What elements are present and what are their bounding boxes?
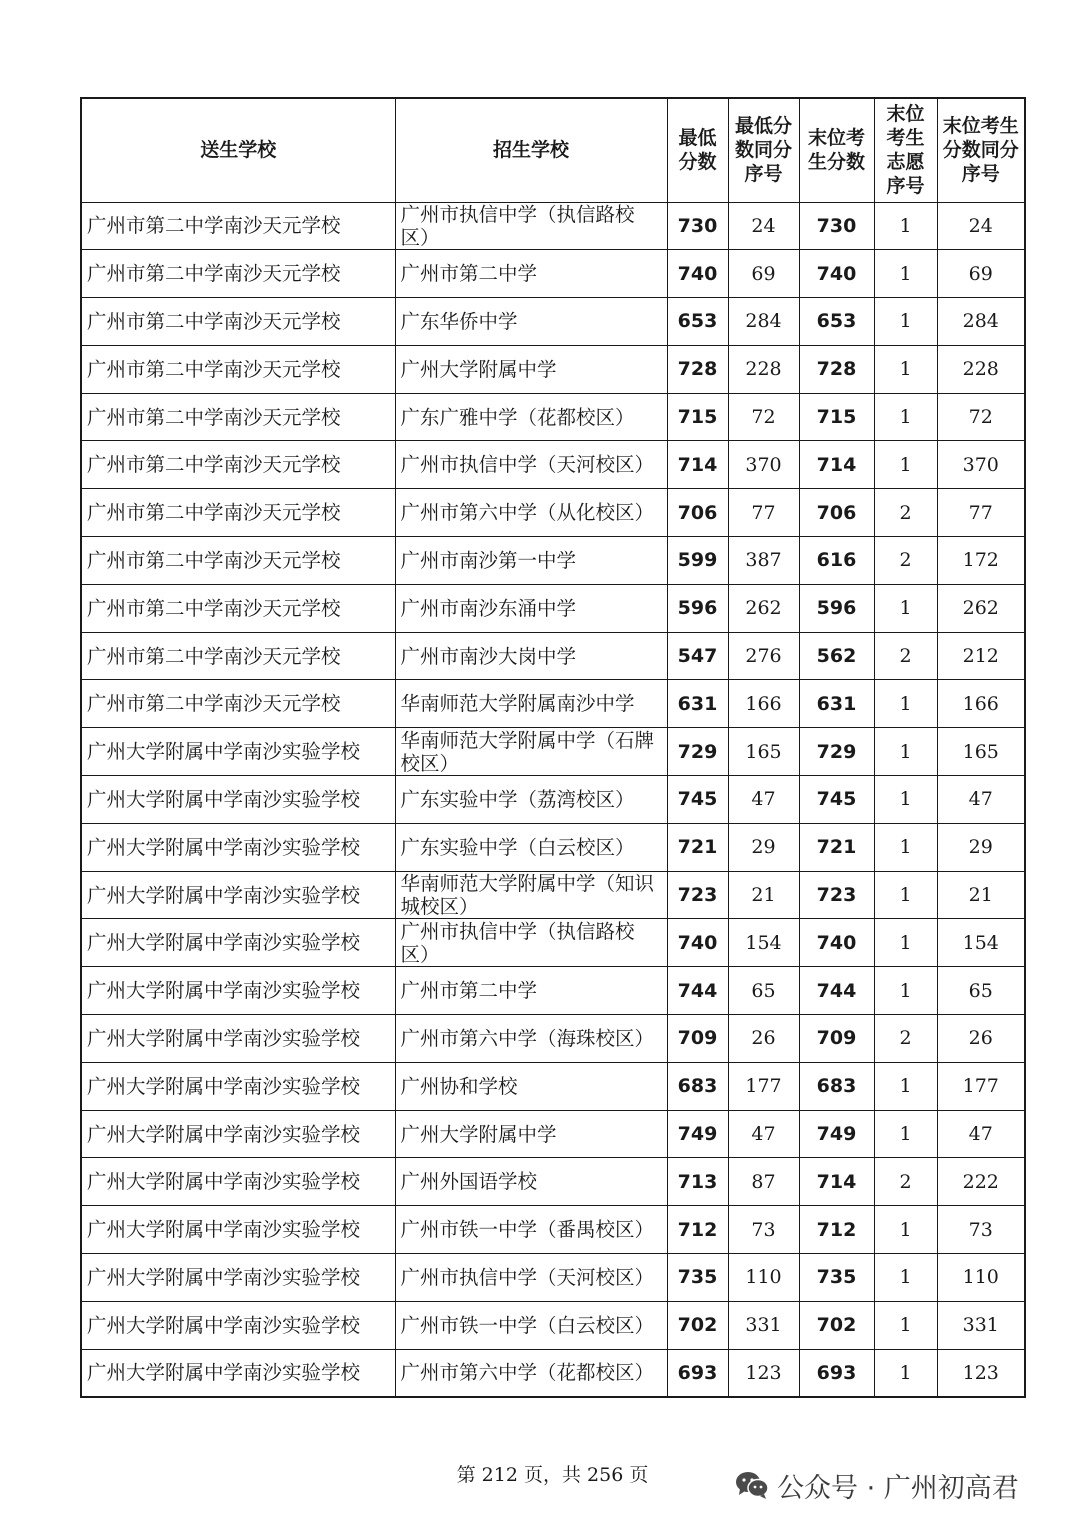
recruit-school-cell (395, 441, 667, 489)
recruit-school-line: 广州市第六中学（从化校区） (400, 501, 655, 525)
last-same-rank-cell: 228 (937, 345, 1025, 393)
recruit-school-cell (395, 1062, 667, 1110)
recruit-school-cell (395, 1015, 667, 1063)
min-score-cell: 745 (667, 776, 728, 824)
last-score-cell: 702 (799, 1301, 874, 1349)
last-same-rank-cell: 69 (937, 250, 1025, 298)
min-same-rank-cell: 87 (728, 1158, 799, 1206)
min-score-cell: 740 (667, 250, 728, 298)
send-school-cell: 广州大学附属中学南沙实验学校 (81, 1206, 395, 1254)
send-school-cell: 广州大学附属中学南沙实验学校 (81, 1301, 395, 1349)
last-pref-cell: 1 (874, 919, 937, 967)
header-last-pref (874, 98, 937, 202)
recruit-school-cell (395, 823, 667, 871)
min-score-cell: 712 (667, 1206, 728, 1254)
recruit-school-line: 广州市铁一中学（白云校区） (400, 1313, 655, 1337)
min-score-cell: 547 (667, 632, 728, 680)
min-same-rank-cell: 123 (728, 1349, 799, 1397)
min-score-cell: 706 (667, 489, 728, 537)
last-pref-cell: 1 (874, 1062, 937, 1110)
last-score-cell: 706 (799, 489, 874, 537)
table-row (81, 632, 1025, 680)
recruit-school-cell (395, 1301, 667, 1349)
min-same-rank-cell: 228 (728, 345, 799, 393)
send-school-cell: 广州市第二中学南沙天元学校 (81, 632, 395, 680)
last-pref-cell: 1 (874, 1206, 937, 1254)
send-school-cell: 广州大学附属中学南沙实验学校 (81, 1062, 395, 1110)
last-score-cell: 749 (799, 1110, 874, 1158)
min-same-rank-cell: 77 (728, 489, 799, 537)
min-score-cell: 715 (667, 393, 728, 441)
recruit-school-line: 校区） (400, 751, 460, 775)
send-school-cell: 广州市第二中学南沙天元学校 (81, 250, 395, 298)
recruit-school-line: 广州市第六中学（海珠校区） (400, 1026, 655, 1050)
min-score-cell: 744 (667, 967, 728, 1015)
recruit-school-line: 广州市南沙东涌中学 (400, 596, 577, 620)
last-pref-cell: 1 (874, 823, 937, 871)
recruit-school-line: 广州市执信中学（天河校区） (400, 1265, 655, 1289)
send-school-cell: 广州大学附属中学南沙实验学校 (81, 728, 395, 776)
last-score-cell: 714 (799, 1158, 874, 1206)
min-same-rank-cell: 26 (728, 1015, 799, 1063)
last-same-rank-cell: 47 (937, 1110, 1025, 1158)
min-same-rank-cell: 110 (728, 1254, 799, 1302)
send-school-cell: 广州大学附属中学南沙实验学校 (81, 1015, 395, 1063)
recruit-school-line: 广州协和学校 (400, 1074, 518, 1098)
recruit-school-line: 广州市执信中学（天河校区） (400, 453, 655, 477)
table-row (81, 919, 1025, 967)
last-pref-cell: 1 (874, 871, 937, 919)
recruit-school-cell (395, 919, 667, 967)
table-row (81, 1254, 1025, 1302)
send-school-cell: 广州市第二中学南沙天元学校 (81, 202, 395, 250)
last-same-rank-cell: 262 (937, 584, 1025, 632)
min-score-cell: 709 (667, 1015, 728, 1063)
recruit-school-cell (395, 250, 667, 298)
min-score-cell: 683 (667, 1062, 728, 1110)
last-score-cell: 721 (799, 823, 874, 871)
watermark-text: 公众号 · 广州初高君 (777, 1472, 1019, 1504)
send-school-cell: 广州大学附属中学南沙实验学校 (81, 871, 395, 919)
last-pref-cell: 1 (874, 1110, 937, 1158)
min-same-rank-cell: 21 (728, 871, 799, 919)
recruit-school-line: 广州市南沙第一中学 (400, 548, 577, 572)
recruit-school-line: 广州大学附属中学 (400, 357, 557, 381)
last-pref-cell: 1 (874, 728, 937, 776)
min-same-rank-cell: 284 (728, 298, 799, 346)
recruit-school-cell (395, 680, 667, 728)
send-school-cell: 广州市第二中学南沙天元学校 (81, 441, 395, 489)
header-line: 序号 (744, 163, 783, 186)
last-score-cell: 693 (799, 1349, 874, 1397)
send-school-cell: 广州市第二中学南沙天元学校 (81, 680, 395, 728)
min-same-rank-cell: 154 (728, 919, 799, 967)
last-pref-cell: 1 (874, 393, 937, 441)
min-score-cell: 693 (667, 1349, 728, 1397)
send-school-cell: 广州大学附属中学南沙实验学校 (81, 823, 395, 871)
table-header-row (81, 98, 1025, 202)
table-row (81, 298, 1025, 346)
header-line: 序号 (886, 175, 925, 198)
table-row (81, 967, 1025, 1015)
table-row (81, 489, 1025, 537)
min-same-rank-cell: 65 (728, 967, 799, 1015)
header-line: 分数同分 (942, 139, 1019, 162)
recruit-school-line: 广州外国语学校 (400, 1170, 538, 1194)
last-score-cell: 653 (799, 298, 874, 346)
last-same-rank-cell: 222 (937, 1158, 1025, 1206)
header-line: 考生 (886, 127, 925, 150)
last-same-rank-cell: 21 (937, 871, 1025, 919)
last-score-cell: 729 (799, 728, 874, 776)
recruit-school-cell (395, 1206, 667, 1254)
table-row (81, 1015, 1025, 1063)
table-row (81, 1206, 1025, 1254)
table-row (81, 680, 1025, 728)
table-row (81, 728, 1025, 776)
recruit-school-cell (395, 967, 667, 1015)
recruit-school-cell (395, 1158, 667, 1206)
table-row (81, 393, 1025, 441)
last-score-cell: 596 (799, 584, 874, 632)
table-row (81, 776, 1025, 824)
min-same-rank-cell: 387 (728, 537, 799, 585)
min-score-cell: 702 (667, 1301, 728, 1349)
recruit-school-line: 城校区） (400, 895, 479, 919)
last-score-cell: 735 (799, 1254, 874, 1302)
last-score-cell: 745 (799, 776, 874, 824)
last-same-rank-cell: 172 (937, 537, 1025, 585)
table-row (81, 1301, 1025, 1349)
min-score-cell: 714 (667, 441, 728, 489)
last-same-rank-cell: 24 (937, 202, 1025, 250)
min-same-rank-cell: 370 (728, 441, 799, 489)
min-same-rank-cell: 276 (728, 632, 799, 680)
last-score-cell: 712 (799, 1206, 874, 1254)
min-score-cell: 723 (667, 871, 728, 919)
min-score-cell: 735 (667, 1254, 728, 1302)
last-same-rank-cell: 29 (937, 823, 1025, 871)
last-same-rank-cell: 26 (937, 1015, 1025, 1063)
send-school-cell: 广州大学附属中学南沙实验学校 (81, 967, 395, 1015)
header-recruit-school: 招生学校 (395, 98, 667, 202)
min-score-cell: 653 (667, 298, 728, 346)
recruit-school-cell (395, 1254, 667, 1302)
min-score-cell: 713 (667, 1158, 728, 1206)
recruit-school-line: 广东实验中学（白云校区） (400, 835, 635, 859)
table-row (81, 871, 1025, 919)
min-score-cell: 740 (667, 919, 728, 967)
min-score-cell: 749 (667, 1110, 728, 1158)
last-score-cell: 714 (799, 441, 874, 489)
header-line: 最低 (678, 127, 717, 150)
last-pref-cell: 1 (874, 1254, 937, 1302)
last-pref-cell: 1 (874, 441, 937, 489)
min-same-rank-cell: 331 (728, 1301, 799, 1349)
recruit-school-line: 华南师范大学附属中学（石牌 (400, 728, 655, 752)
last-same-rank-cell: 123 (937, 1349, 1025, 1397)
header-last-score (799, 98, 874, 202)
header-send-school: 送生学校 (81, 98, 395, 202)
recruit-school-line: 广州市执信中学（执信路校 (400, 919, 635, 943)
min-same-rank-cell: 165 (728, 728, 799, 776)
min-score-cell: 596 (667, 584, 728, 632)
header-line: 末位考 (807, 127, 865, 150)
header-line: 最低分 (734, 115, 792, 138)
header-line: 末位 (886, 103, 925, 126)
recruit-school-line: 广州市执信中学（执信路校 (400, 202, 635, 226)
last-same-rank-cell: 165 (937, 728, 1025, 776)
min-score-cell: 599 (667, 537, 728, 585)
send-school-cell: 广州市第二中学南沙天元学校 (81, 584, 395, 632)
last-score-cell: 744 (799, 967, 874, 1015)
send-school-cell: 广州大学附属中学南沙实验学校 (81, 919, 395, 967)
last-pref-cell: 1 (874, 298, 937, 346)
recruit-school-cell (395, 393, 667, 441)
recruit-school-line: 广东广雅中学（花都校区） (400, 405, 635, 429)
header-line: 志愿 (886, 151, 925, 174)
last-pref-cell: 2 (874, 489, 937, 537)
min-same-rank-cell: 177 (728, 1062, 799, 1110)
last-pref-cell: 1 (874, 202, 937, 250)
last-pref-cell: 1 (874, 967, 937, 1015)
send-school-cell: 广州市第二中学南沙天元学校 (81, 537, 395, 585)
table-row (81, 345, 1025, 393)
last-same-rank-cell: 72 (937, 393, 1025, 441)
recruit-school-cell (395, 871, 667, 919)
table-row (81, 1062, 1025, 1110)
table-row (81, 584, 1025, 632)
recruit-school-line: 广东实验中学（荔湾校区） (400, 787, 635, 811)
table-row (81, 1349, 1025, 1397)
min-score-cell: 631 (667, 680, 728, 728)
min-same-rank-cell: 73 (728, 1206, 799, 1254)
min-same-rank-cell: 166 (728, 680, 799, 728)
send-school-cell: 广州大学附属中学南沙实验学校 (81, 1110, 395, 1158)
min-same-rank-cell: 72 (728, 393, 799, 441)
recruit-school-line: 广州市第六中学（花都校区） (400, 1361, 655, 1385)
last-same-rank-cell: 212 (937, 632, 1025, 680)
last-same-rank-cell: 110 (937, 1254, 1025, 1302)
send-school-cell: 广州大学附属中学南沙实验学校 (81, 1254, 395, 1302)
recruit-school-cell (395, 632, 667, 680)
table-row (81, 202, 1025, 250)
last-score-cell: 631 (799, 680, 874, 728)
last-pref-cell: 1 (874, 584, 937, 632)
last-same-rank-cell: 331 (937, 1301, 1025, 1349)
last-score-cell: 562 (799, 632, 874, 680)
table-row (81, 1158, 1025, 1206)
recruit-school-line: 广州市第二中学 (400, 979, 538, 1003)
watermark (735, 1460, 1019, 1510)
last-score-cell: 728 (799, 345, 874, 393)
header-line: 数同分 (734, 139, 792, 162)
last-pref-cell: 1 (874, 1349, 937, 1397)
min-score-cell: 730 (667, 202, 728, 250)
last-same-rank-cell: 177 (937, 1062, 1025, 1110)
last-same-rank-cell: 77 (937, 489, 1025, 537)
min-same-rank-cell: 47 (728, 1110, 799, 1158)
header-min-score (667, 98, 728, 202)
last-pref-cell: 1 (874, 680, 937, 728)
recruit-school-line: 华南师范大学附属南沙中学 (400, 692, 635, 716)
last-pref-cell: 2 (874, 537, 937, 585)
min-same-rank-cell: 69 (728, 250, 799, 298)
send-school-cell: 广州大学附属中学南沙实验学校 (81, 776, 395, 824)
last-score-cell: 730 (799, 202, 874, 250)
min-score-cell: 721 (667, 823, 728, 871)
recruit-school-cell (395, 584, 667, 632)
min-same-rank-cell: 47 (728, 776, 799, 824)
last-score-cell: 715 (799, 393, 874, 441)
recruit-school-cell (395, 1349, 667, 1397)
last-same-rank-cell: 47 (937, 776, 1025, 824)
send-school-cell: 广州大学附属中学南沙实验学校 (81, 1349, 395, 1397)
last-same-rank-cell: 370 (937, 441, 1025, 489)
recruit-school-cell (395, 202, 667, 250)
last-pref-cell: 2 (874, 632, 937, 680)
last-score-cell: 616 (799, 537, 874, 585)
recruit-school-line: 广州大学附属中学 (400, 1122, 557, 1146)
last-pref-cell: 2 (874, 1015, 937, 1063)
recruit-school-line: 区） (400, 225, 440, 249)
send-school-cell: 广州市第二中学南沙天元学校 (81, 298, 395, 346)
last-score-cell: 740 (799, 250, 874, 298)
wechat-icon (735, 1470, 769, 1500)
table-row (81, 1110, 1025, 1158)
recruit-school-cell (395, 489, 667, 537)
min-same-rank-cell: 24 (728, 202, 799, 250)
recruit-school-cell (395, 776, 667, 824)
table-row (81, 823, 1025, 871)
last-same-rank-cell: 154 (937, 919, 1025, 967)
header-min-same-rank (728, 98, 799, 202)
last-score-cell: 683 (799, 1062, 874, 1110)
header-line: 末位考生 (942, 115, 1019, 138)
send-school-cell: 广州市第二中学南沙天元学校 (81, 393, 395, 441)
send-school-cell: 广州大学附属中学南沙实验学校 (81, 1158, 395, 1206)
last-pref-cell: 1 (874, 1301, 937, 1349)
table-row (81, 441, 1025, 489)
last-score-cell: 740 (799, 919, 874, 967)
table-row (81, 537, 1025, 585)
last-pref-cell: 2 (874, 1158, 937, 1206)
recruit-school-line: 广东华侨中学 (400, 309, 518, 333)
recruit-school-cell (395, 537, 667, 585)
last-pref-cell: 1 (874, 250, 937, 298)
min-score-cell: 729 (667, 728, 728, 776)
last-score-cell: 723 (799, 871, 874, 919)
recruit-school-cell (395, 1110, 667, 1158)
recruit-school-cell (395, 728, 667, 776)
recruit-school-line: 广州市铁一中学（番禺校区） (400, 1218, 655, 1242)
header-line: 序号 (961, 163, 1000, 186)
min-same-rank-cell: 262 (728, 584, 799, 632)
recruit-school-line: 区） (400, 942, 440, 966)
recruit-school-cell (395, 345, 667, 393)
page-number: 第 212 页，共 256 页 (456, 1464, 649, 1486)
table-row (81, 250, 1025, 298)
last-same-rank-cell: 166 (937, 680, 1025, 728)
last-same-rank-cell: 65 (937, 967, 1025, 1015)
header-line: 生分数 (807, 151, 865, 174)
last-pref-cell: 1 (874, 345, 937, 393)
last-pref-cell: 1 (874, 776, 937, 824)
last-same-rank-cell: 284 (937, 298, 1025, 346)
last-score-cell: 709 (799, 1015, 874, 1063)
recruit-school-line: 广州市第二中学 (400, 262, 538, 286)
recruit-school-line: 华南师范大学附属中学（知识 (400, 872, 655, 896)
min-score-cell: 728 (667, 345, 728, 393)
send-school-cell: 广州市第二中学南沙天元学校 (81, 489, 395, 537)
min-same-rank-cell: 29 (728, 823, 799, 871)
header-last-same-rank (937, 98, 1025, 202)
recruit-school-line: 广州市南沙大岗中学 (400, 644, 577, 668)
admission-score-table (80, 97, 1026, 1398)
last-same-rank-cell: 73 (937, 1206, 1025, 1254)
recruit-school-cell (395, 298, 667, 346)
header-line: 分数 (678, 151, 717, 174)
send-school-cell: 广州市第二中学南沙天元学校 (81, 345, 395, 393)
